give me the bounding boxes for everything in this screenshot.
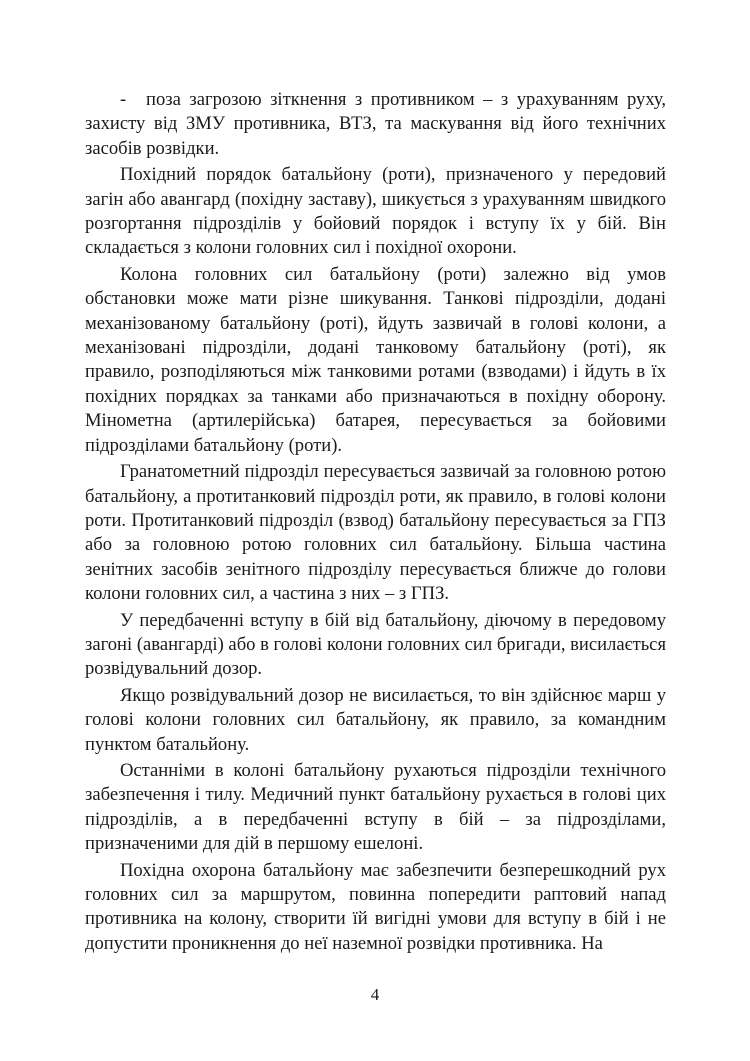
bullet-dash: - — [120, 89, 127, 110]
page-body — [85, 88, 666, 958]
paragraph: Гранатометний підрозділ пересувається зазвичай за головною ротою батальйону, а протитанковий підрозділ роти, як правило, в голові колони роти. Протитанковий підрозділ (взвод) батальйону пересувається за ГПЗ або за головною ротою головних сил батальйону. Більша частина зенітних засобів зенітного підрозділу пересувається ближче до голови колони головних сил, а частина з них – з ГПЗ. — [85, 461, 666, 605]
page-number: 4 — [370, 985, 380, 1004]
paragraph-text: поза загрозою зіткнення з противником – з урахуванням руху, захисту від ЗМУ противника, ВТЗ, та маскування від його технічних засобів розвідки. — [85, 89, 666, 159]
paragraph: Останніми в колоні батальйону рухаються підрозділи технічного забезпечення і тилу. Медичний пункт батальйону рухається в голові цих підрозділів, а в передбаченні вступу в бій – за підрозділами, призначеними для дій в першому ешелоні. — [85, 759, 666, 855]
bullet-paragraph — [85, 88, 666, 161]
paragraph: Похідний порядок батальйону (роти), призначеного у передовий загін або авангард (похідну заставу), шикується з урахуванням швидкого розгортання підрозділів у бойовий порядок і вступу їх у бій. Він складається з колони головних сил і похідної охорони. — [85, 164, 666, 259]
paragraph: Похідна охорона батальйону має забезпечити безперешкодний рух головних сил за маршрутом, повинна попередити раптовий напад противника на колону, створити їй вигідні умови для вступу в бій і не допустити проникнення до неї наземної розвідки противника. На — [85, 859, 666, 954]
paragraph: Якщо розвідувальний дозор не висилається, то він здійснює марш у голові колони головних сил батальйону, як правило, за командним пунктом батальйону. — [85, 684, 666, 755]
paragraph: Колона головних сил батальйону (роти) залежно від умов обстановки може мати різне шикування. Танкові підрозділи, додані механізованому батальйону (роті), йдуть зазвичай в голові колони, а механізовані підрозділи, додані танковому батальйону (роті), як правило, розподіляються між танковими ротами (взводами) і йдуть в їх похідних порядках за танками або призначаються в похідну оборону. Мінометна (артилерійська) батарея, пересувається за бойовими підрозділами батальйону (роти). — [85, 263, 666, 456]
paragraph: У передбаченні вступу в бій від батальйону, діючому в передовому загоні (авангарді) або в голові колони головних сил бригади, висилається розвідувальний дозор. — [85, 609, 666, 680]
